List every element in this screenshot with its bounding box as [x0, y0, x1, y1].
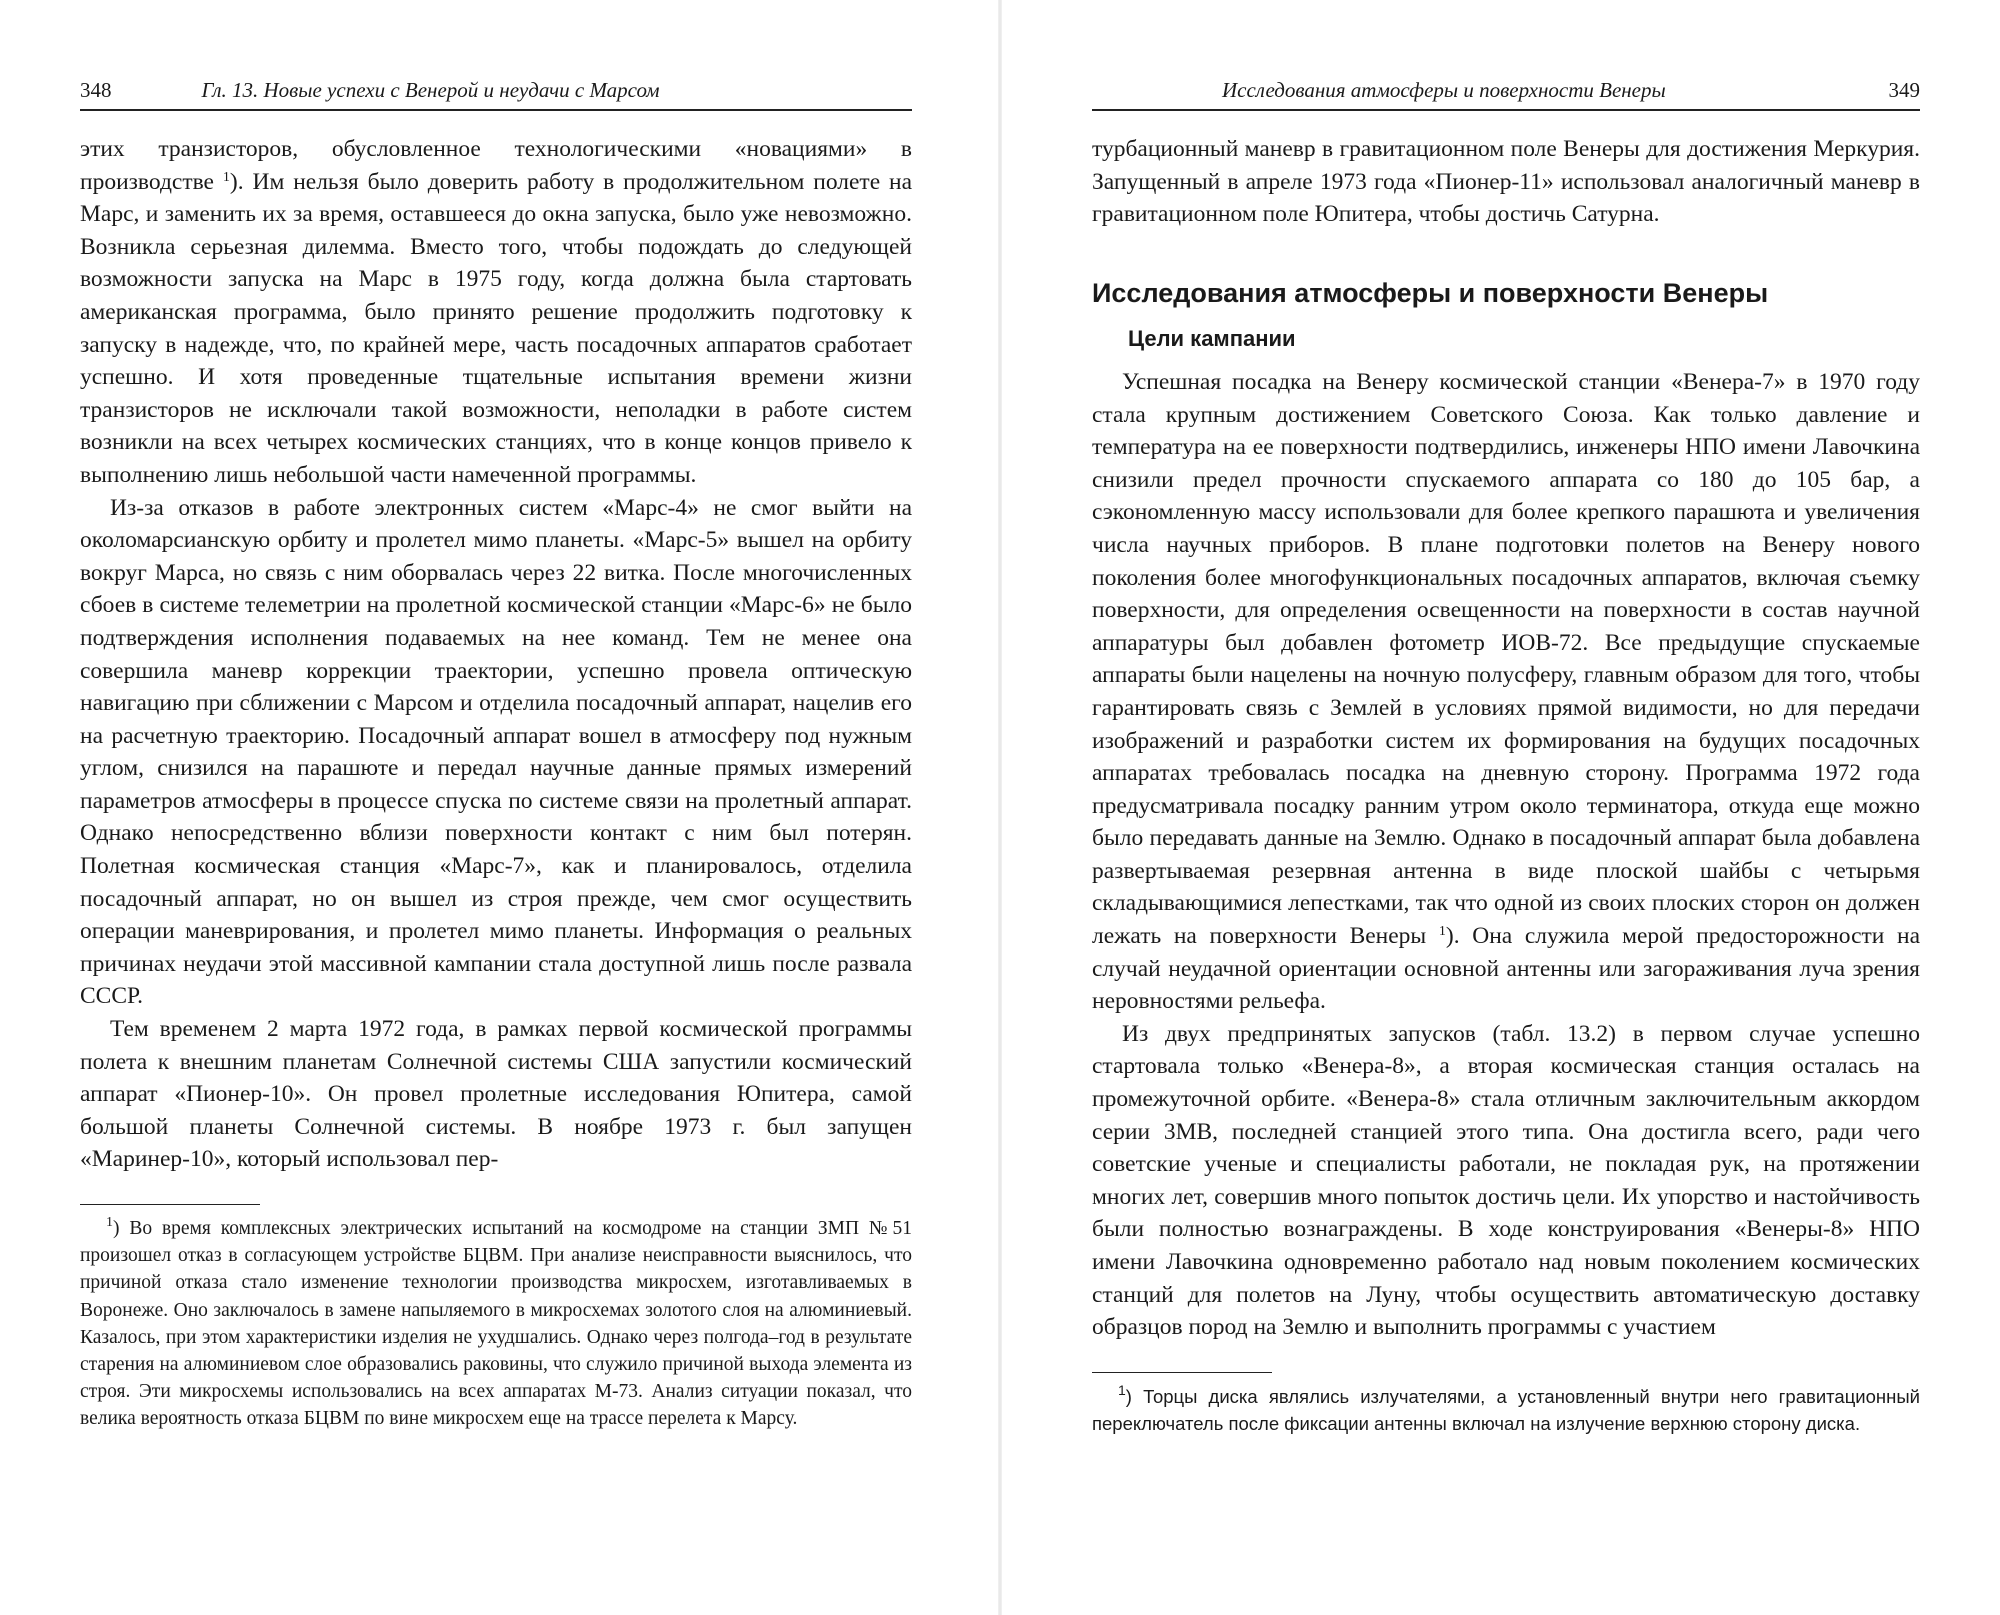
- section-heading: Исследования атмосферы и поверхности Венеры: [1092, 277, 1769, 308]
- page-number: 349: [1888, 78, 1920, 102]
- footnote-paragraph: [1092, 1383, 1920, 1437]
- paragraph-text: этих транзисторов, обусловленное технологическими «новациями» в производстве: [80, 136, 912, 195]
- footnote-text: ) Торцы диска являлись излучателями, а установленный внутри него гравитационный переключатель после фиксации антенны включал на излучение верхнюю сторону диска.: [1092, 1385, 1920, 1434]
- footnote-text: ) Во время комплексных электрических испытаний на космодроме на станции ЗМП №51 произошел отказ в согласующем устройстве БЦВМ. При анализе неисправности выяснилось, что причиной отказа стало изменение технологии производства микросхем, изготавливаемых в Воронеже. Оно заключалось в замене напыляемого в микросхемах золотого слоя на алюминиевый. Казалось, при этом характеристики изделия не ухудшались. Однако через полгода–год в результате старения на алюминиевом слое образовались раковины, что служило причиной выхода элемента из строя. Эти микросхемы использовались на всех аппаратах М-73. Анализ ситуации показал, что велика вероятность отказа БЦВМ по вине микросхем еще на трассе перелета к Марсу.: [80, 1218, 912, 1430]
- footnote: [80, 1215, 912, 1433]
- paragraph: Из-за отказов в работе электронных систем «Марс-4» не смог выйти на околомарсианскую орбиту и пролетел мимо планеты. «Марс-5» вышел на орбиту вокруг Марса, но связь с ним оборвалась через 22 витка. После многочисленных сбоев в системе телеметрии на пролетной космической станции «Марс-6» не было подтверждения исполнения подаваемых на нее команд. Тем не менее она совершила маневр коррекции траектории, успешно провела оптическую навигацию при сближении с Марсом и отделила посадочный аппарат, нацелив его на расчетную траекторию. Посадочный аппарат вошел в атмосферу под нужным углом, снизился на парашюте и передал научные данные прямых измерений параметров атмосферы в процессе спуска по системе связи на пролетный аппарат. Однако непосредственно вблизи поверхности контакт с ним был потерян. Полетная космическая станция «Марс-7», как и планировалось, отделила посадочный аппарат, но он вышел из строя прежде, чем смог осуществить операции маневрирования, и пролетел мимо планеты. Информация о реальных причинах неудачи этой массивной кампании стала доступной лишь после развала СССР.: [80, 494, 912, 1010]
- footnote-ref: 1: [222, 169, 230, 185]
- page-number: 348: [80, 78, 112, 102]
- footnote-marker: 1: [106, 1215, 113, 1230]
- paragraph-text: ). Им нельзя было доверить работу в продолжительном полете на Марс, и заменить их за время, оставшееся до окна запуска, было уже невозможно. Возникла серьезная дилемма. Вместо того, чтобы подождать до следующей возможности запуска на Марс в 1975 году, когда должна была стартовать американская программа, было принято решение продолжить подготовку к запуску в надежде, что, по крайней мере, часть посадочных аппаратов сработает успешно. И хотя проведенные тщательные испытания времени жизни транзисторов не исключали такой возможности, неполадки в работе систем возникли на всех четырех космических станциях, что в конце концов привело к выполнению лишь небольшой части намеченной программы.: [80, 168, 913, 488]
- footnote-rule: [1092, 1372, 1272, 1373]
- right-body-text: [1092, 133, 1920, 1344]
- footnote-ref: 1: [1438, 924, 1446, 940]
- paragraph: [1092, 366, 1920, 1018]
- running-head-title: Гл. 13. Новые успехи с Венерой и неудачи с Марсом: [201, 78, 660, 102]
- paragraph: Из двух предпринятых запусков (табл. 13.2) в первом случае успешно стартовала только «Венера-8», а вторая космическая станция осталась на промежуточной орбите. «Венера-8» стала отличным заключительным аккордом серии 3МВ, последней станцией этого типа. Она достигла всего, ради чего советские ученые и специалисты работали, не покладая рук, на протяжении многих лет, совершив много попыток достичь цели. Их упорство и настойчивость были полностью вознаграждены. В ходе конструирования «Венеры-8» НПО имени Лавочкина одновременно работало над новым поколением космических станций для полетов на Луну, чтобы осуществить автоматическую доставку образцов пород на Землю и выполнить программы с участием: [1092, 1020, 1920, 1341]
- running-head-title: Исследования атмосферы и поверхности Венеры: [1222, 78, 1666, 102]
- paragraph-text: Успешная посадка на Венеру космической станции «Венера-7» в 1970 году стала крупным достижением Советского Союза. Как только давление и температура на ее поверхности подтвердились, инженеры НПО имени Лавочкина снизили предел прочности спускаемого аппарата со 180 до 105 бар, а сэкономленную массу использовали для более крепкого парашюта и увеличения числа научных приборов. В плане подготовки полетов на Венеру нового поколения более многофункциональных посадочных аппаратов, включая съемку поверхности, для определения освещенности на поверхности в состав научной аппаратуры был добавлен фотометр ИОВ-72. Все предыдущие спускаемые аппараты были нацелены на ночную полусферу, главным образом для того, чтобы гарантировать связь с Землей в условиях прямой видимости, но для передачи изображений и разработки систем их формирования на будущих посадочных аппаратах требовалась посадка на дневную сторону. Программа 1972 года предусматривала посадку ранним утром около терминатора, откуда еще можно было передавать данные на Землю. Однако в посадочный аппарат была добавлена развертываемая резервная антенна в виде плоской шайбы с четырьмя складывающимися лепестками, так что одной из своих плоских сторон он должен лежать на поверхности Венеры: [1092, 368, 1920, 950]
- subsection-heading: Цели кампании: [1128, 326, 1296, 352]
- paragraph: турбационный маневр в гравитационном поле Венеры для достижения Меркурия. Запущенный в апреле 1973 года «Пионер-11» использовал аналогичный маневр в гравитационном поле Юпитера, чтобы достичь Сатурна.: [1092, 136, 1920, 228]
- footnote-marker: 1: [1118, 1381, 1126, 1398]
- paragraph: [80, 133, 912, 492]
- left-body-text: [80, 133, 912, 1176]
- running-head-right: [1092, 78, 1920, 111]
- running-head-left: [80, 78, 912, 111]
- footnote-rule: [80, 1204, 260, 1205]
- footnote: [1092, 1383, 1920, 1437]
- footnote-paragraph: [80, 1215, 912, 1433]
- right-page: [1000, 0, 2000, 1615]
- paragraph: Тем временем 2 марта 1972 года, в рамках первой космической программы полета к внешним планетам Солнечной системы США запустили космический аппарат «Пионер-10». Он провел пролетные исследования Юпитера, самой большой планеты Солнечной системы. В ноябре 1973 г. был запущен «Маринер-10», который использовал пер-: [80, 1016, 912, 1173]
- paragraph-text: ). Она служила мерой предосторожности на случай неудачной ориентации основной антенны или загораживания луча зрения неровностями рельефа.: [1092, 923, 1921, 1015]
